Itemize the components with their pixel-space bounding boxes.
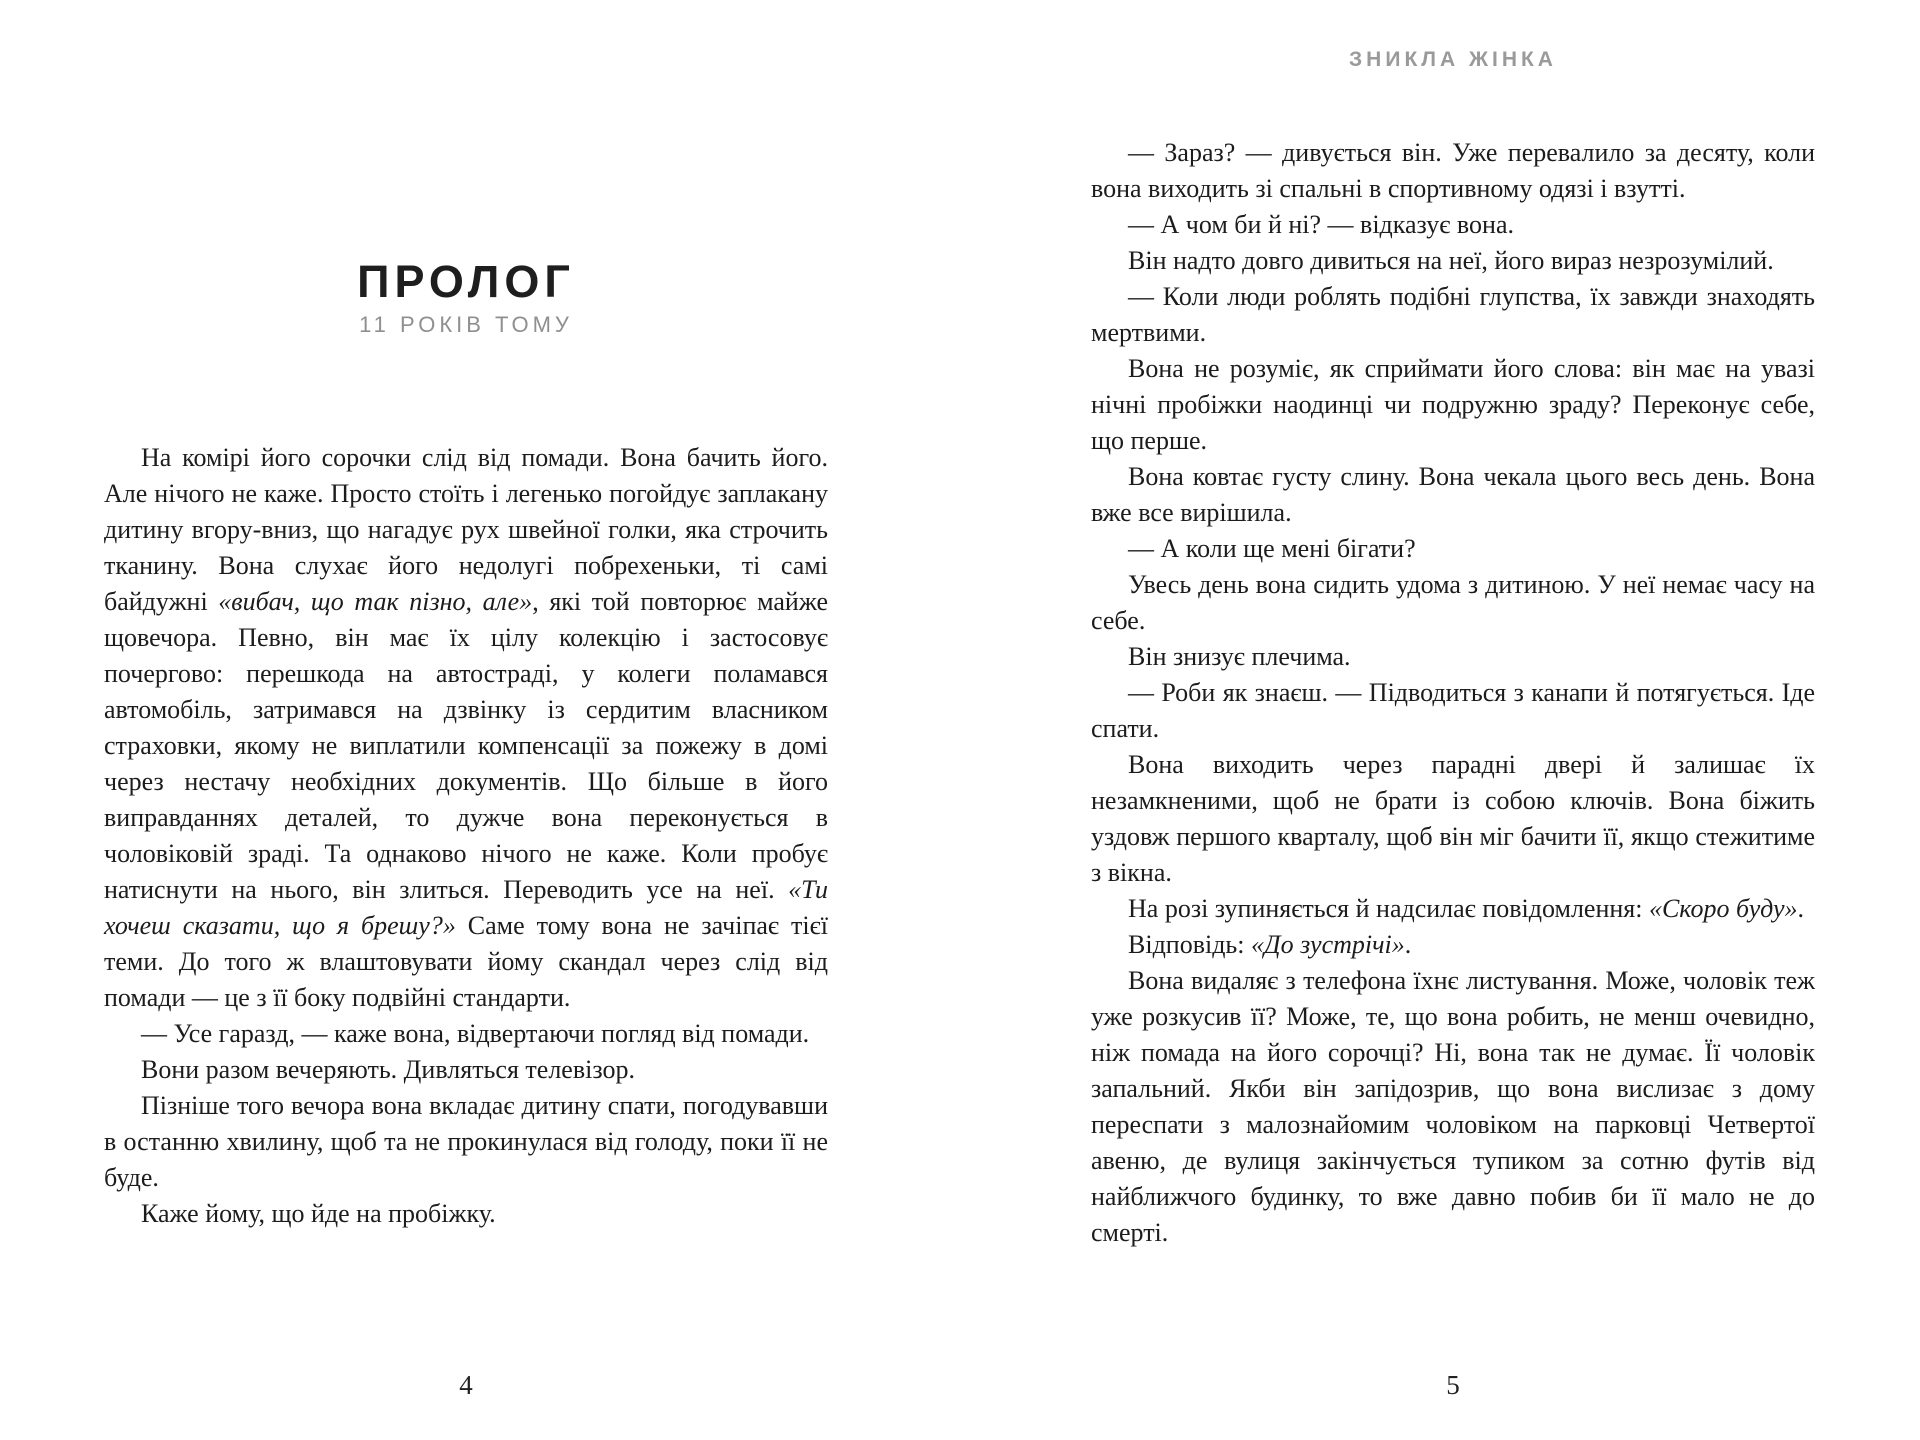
paragraph: — Коли люди роблять подібні глупства, їх завжди знаходять мертвими. bbox=[1091, 282, 1815, 347]
chapter-title: ПРОЛОГ bbox=[357, 256, 575, 307]
paragraph: — А чом би й ні? — відказує вона. bbox=[1128, 210, 1514, 239]
paragraph: Вони разом вечеряють. Дивляться телевізор. bbox=[141, 1055, 635, 1084]
paragraph: Відповідь: «До зустрічі». bbox=[1128, 930, 1412, 959]
paragraph: Він знизує плечима. bbox=[1128, 642, 1351, 671]
page-number-right: 5 bbox=[1446, 1370, 1460, 1400]
paragraph: Він надто довго дивиться на неї, його вираз незрозумілий. bbox=[1128, 246, 1774, 275]
page-number-left: 4 bbox=[459, 1370, 473, 1400]
paragraph: Вона не розуміє, як сприймати його слова: він має на увазі нічні пробіжки наодинці чи подружню зраду? Переконує себе, що перше. bbox=[1091, 354, 1815, 455]
page-right bbox=[1091, 0, 1815, 1440]
paragraph: На комірі його сорочки слід від помади. Вона бачить його. Але нічого не каже. Просто стоїть і легенько погойдує заплакану дитину вгору-вниз, що нагадує рух швейної голки, яка строчить тканину. Вона слухає його недолугі побрехеньки, ті самі байдужні «вибач, що так пізно, але», які той повторює майже щовечора. Певно, він має їх цілу колекцію і застосовує почергово: перешкода на автостраді, у колеги поламався автомобіль, затримався на дзвінку із сердитим власником страховки, якому не виплатили компенсації за пожежу в домі через нестачу необхідних документів. Що більше в його виправданнях деталей, то дужче вона переконується в чоловіковій зраді. Та однаково нічого не каже. Коли пробує натиснути на нього, він злиться. Переводить усе на неї. «Ти хочеш сказати, що я брешу?» Саме тому вона не зачіпає тієї теми. До того ж влаштовувати йому скандал через слід від помади — це з її боку подвійні стандарти. bbox=[104, 443, 828, 1012]
paragraph: — А коли ще мені бігати? bbox=[1128, 534, 1416, 563]
paragraph: — Роби як знаєш. — Підводиться з канапи й потягується. Іде спати. bbox=[1091, 678, 1815, 743]
paragraph: На розі зупиняється й надсилає повідомлення: «Скоро буду». bbox=[1128, 894, 1805, 923]
paragraph: Вона ковтає густу слину. Вона чекала цього весь день. Вона вже все вирішила. bbox=[1091, 462, 1815, 527]
paragraph: Вона видаляє з телефона їхнє листування. Може, чоловік теж уже розкусив її? Може, те, що вона робить, не менш очевидно, ніж помада на його сорочці? Ні, вона так не думає. Її чоловік запальний. Якби він запідозрив, що вона вислизає з дому переспати з малознайомим чоловіком на парковці Четвертої авеню, де вулиця закінчується тупиком за сотню футів від найближчого будинку, то вже давно побив би її мало не до смерті. bbox=[1091, 966, 1815, 1247]
page-left bbox=[104, 0, 828, 1440]
italic-quote: «вибач, що так пізно, але» bbox=[218, 587, 533, 616]
paragraph: — Зараз? — дивується він. Уже перевалило за десяту, коли вона виходить зі спальні в спортивному одязі і взутті. bbox=[1091, 138, 1815, 203]
italic-quote: «До зустрічі» bbox=[1251, 930, 1405, 959]
paragraph: Каже йому, що йде на пробіжку. bbox=[141, 1199, 496, 1228]
paragraph: — Усе гаразд, — каже вона, відвертаючи погляд від помади. bbox=[141, 1019, 810, 1048]
italic-quote: «Скоро буду» bbox=[1648, 894, 1798, 923]
paragraph: Пізніше того вечора вона вкладає дитину спати, погодувавши в останню хвилину, щоб та не прокинулася від голоду, поки її не буде. bbox=[104, 1091, 828, 1192]
running-header: ЗНИКЛА ЖІНКА bbox=[1349, 48, 1557, 71]
right-body-text bbox=[1091, 135, 1815, 1251]
chapter-subtitle: 11 РОКІВ ТОМУ bbox=[359, 312, 573, 337]
paragraph: Вона виходить через парадні двері й залишає їх незамкненими, щоб не брати із собою ключів. Вона біжить уздовж першого кварталу, щоб він міг бачити її, якщо стежитиме з вікна. bbox=[1091, 750, 1815, 887]
left-body-text bbox=[104, 440, 828, 1232]
italic-quote: «Ти хочеш сказати, що я брешу?» bbox=[104, 875, 828, 940]
paragraph: Увесь день вона сидить удома з дитиною. У неї немає часу на себе. bbox=[1091, 570, 1815, 635]
